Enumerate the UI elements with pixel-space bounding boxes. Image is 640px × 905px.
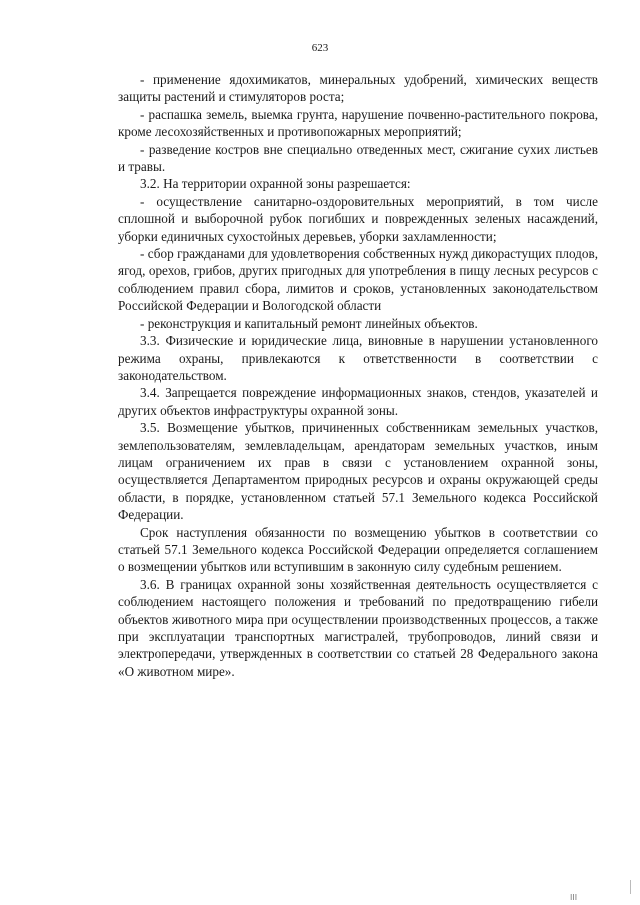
paragraph-12: 3.6. В границах охранной зоны хозяйственная деятельность осуществляется с соблюдением настоящего положения и требований по предотвращению гибели объектов животного мира при осуществлении производственных процессов, а также при эксплуатации транспортных магистралей, трубопроводов, линий связи и электропередачи, утвержденных в соответствии со статьей 28 Федерального закона «О животном мире». xyxy=(118,576,598,679)
paragraph-1: - применение ядохимикатов, минеральных удобрений, химических веществ защиты растений и стимуляторов роста; xyxy=(118,72,598,105)
paragraph-7: - реконструкция и капитальный ремонт линейных объектов. xyxy=(140,315,478,331)
paragraph-2: - распашка земель, выемка грунта, нарушение почвенно-растительного покрова, кроме лесохозяйственных и противопожарных мероприятий; xyxy=(118,106,598,140)
document-body xyxy=(118,71,598,680)
paragraph-3: - разведение костров вне специально отведенных мест, сжигание сухих листьев и травы. xyxy=(118,141,598,175)
paragraph-10: 3.5. Возмещение убытков, причиненных собственникам земельных участков, землепользователям, землевладельцам, арендаторам земельных участков, иным лицам ограничением их прав в связи с установлением охранной зоны, осуществляется Департаментом природных ресурсов и охраны окружающей среды области, в порядке, установленном статьей 57.1 Земельного кодекса Российской Федерации. xyxy=(118,420,598,523)
paragraph-4: 3.2. На территории охранной зоны разрешается: xyxy=(140,176,411,192)
scan-corner-mark: III xyxy=(570,893,578,902)
paragraph-9: 3.4. Запрещается повреждение информационных знаков, стендов, указателей и других объектов инфраструктуры охранной зоны. xyxy=(118,385,598,418)
scan-edge-mark xyxy=(630,880,631,894)
paragraph-11: Срок наступления обязанности по возмещению убытков в соответствии со статьей 57.1 Земельного кодекса Российской Федерации определяется соглашением о возмещении убытков или вступившим в законную силу судебным решением. xyxy=(118,524,598,575)
page-number: 623 xyxy=(311,42,329,54)
paragraph-8: 3.3. Физические и юридические лица, виновные в нарушении установленного режима охраны, привлекаются к ответственности в соответствии с законодательством. xyxy=(118,333,598,383)
paragraph-6: - сбор гражданами для удовлетворения собственных нужд дикорастущих плодов, ягод, орехов, грибов, других пригодных для употребления в пищу лесных ресурсов с соблюдением правил сбора, лимитов и сроков, установленных законодательством Российской Федерации и Вологодской области xyxy=(118,246,598,314)
paragraph-5: - осуществление санитарно-оздоровительных мероприятий, в том числе сплошной и выборочной рубок погибших и поврежденных зеленых насаждений, уборки единичных сухостойных деревьев, уборки захламленности; xyxy=(118,193,598,244)
